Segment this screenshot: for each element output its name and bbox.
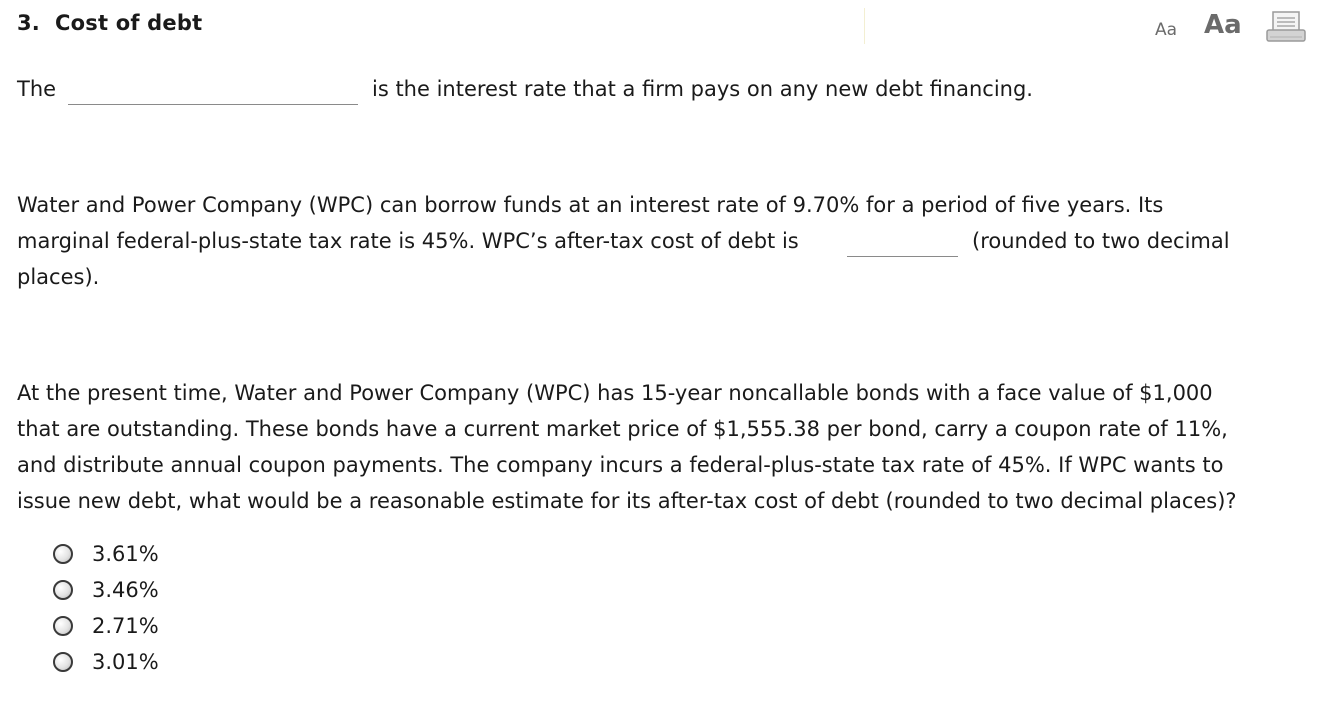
option-label: 3.46% (92, 578, 159, 602)
q1-suffix: is the interest rate that a firm pays on any new debt financing. (372, 77, 1033, 101)
q1-prefix: The (17, 77, 57, 101)
q3-line-2: that are outstanding. These bonds have a current market price of $1,555.38 per bond, carry a coupon rate of 11%, (17, 417, 1228, 441)
q2-line-2-suffix: (rounded to two decimal (972, 229, 1230, 253)
q1-answer-dropdown[interactable] (68, 104, 358, 105)
q2-line-2-prefix: marginal federal-plus-state tax rate is 45%. WPC’s after-tax cost of debt is (17, 229, 799, 253)
radio-button[interactable] (53, 544, 73, 564)
question-title: 3. Cost of debt (17, 11, 203, 35)
decrease-font-button[interactable]: Aa (1155, 20, 1178, 40)
answer-option-2[interactable] (53, 575, 159, 605)
q3-line-1: At the present time, Water and Power Company (WPC) has 15-year noncallable bonds with a face value of $1,000 (17, 381, 1213, 405)
answer-option-4[interactable] (53, 647, 159, 677)
option-label: 2.71% (92, 614, 159, 638)
answer-option-3[interactable] (53, 611, 159, 641)
q2-line-3: places). (17, 265, 100, 289)
q3-line-3: and distribute annual coupon payments. The company incurs a federal-plus-state tax rate of 45%. If WPC wants to (17, 453, 1224, 477)
radio-button[interactable] (53, 580, 73, 600)
increase-font-button[interactable]: Aa (1204, 10, 1242, 40)
print-button[interactable] (1266, 11, 1306, 43)
answer-option-1[interactable] (53, 539, 159, 569)
radio-button[interactable] (53, 616, 73, 636)
header-divider (864, 8, 865, 44)
option-label: 3.01% (92, 650, 159, 674)
q2-line-1: Water and Power Company (WPC) can borrow funds at an interest rate of 9.70% for a period of five years. Its (17, 193, 1164, 217)
option-label: 3.61% (92, 542, 159, 566)
q3-line-4: issue new debt, what would be a reasonable estimate for its after-tax cost of debt (rounded to two decimal places)? (17, 489, 1237, 513)
print-icon (1266, 11, 1306, 43)
q2-answer-dropdown[interactable] (847, 256, 958, 257)
radio-button[interactable] (53, 652, 73, 672)
